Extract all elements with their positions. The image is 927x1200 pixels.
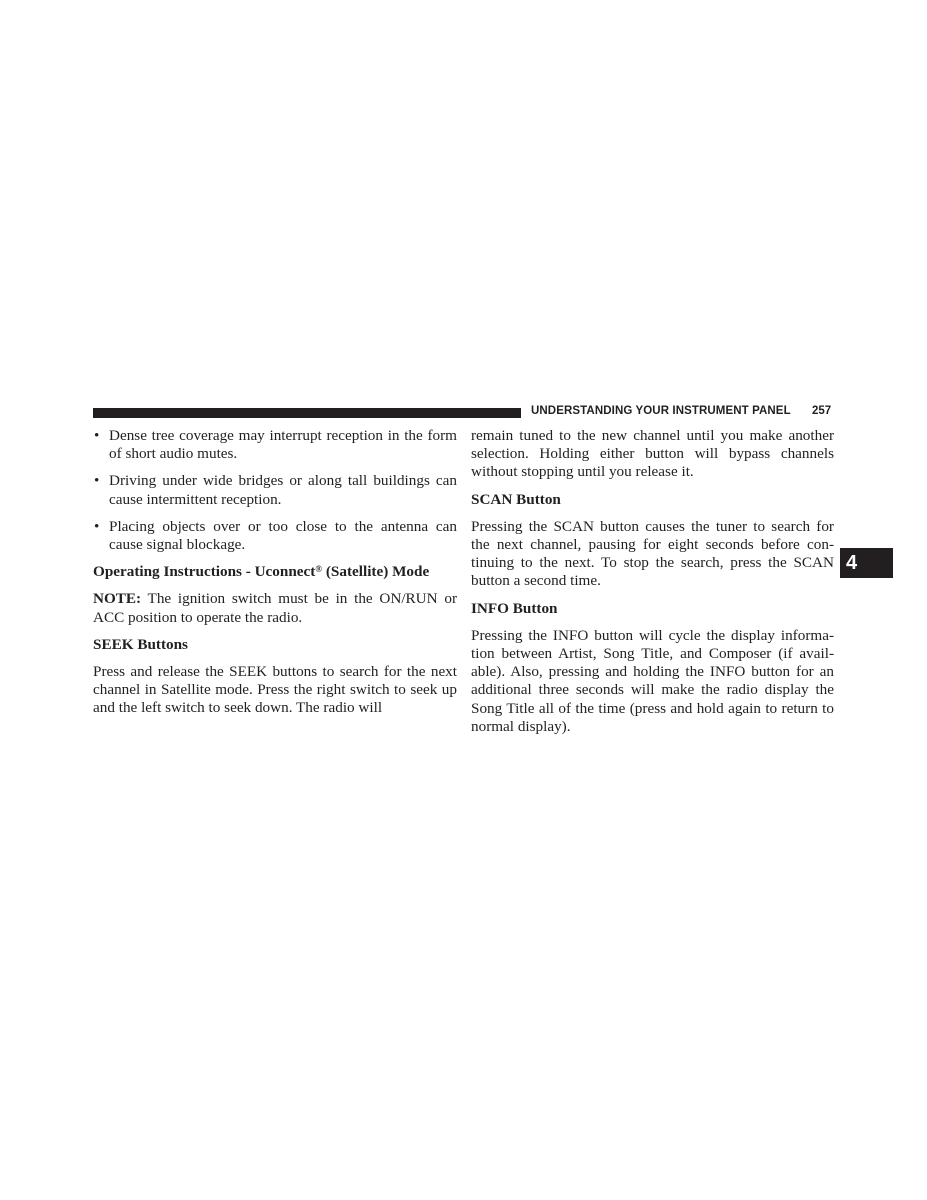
left-column [93, 427, 457, 727]
chapter-tab: 4 [840, 548, 893, 578]
reception-bullet-list [93, 427, 457, 554]
registered-mark: ® [315, 564, 323, 575]
right-column [471, 427, 834, 745]
section-heading-operating-instructions [93, 563, 457, 581]
list-item: • Dense tree coverage may interrupt reception in the form of short audio mutes. [93, 427, 457, 463]
list-item: • Placing objects over or too close to the antenna can cause signal blockage. [93, 518, 457, 554]
heading-info-button: INFO Button [471, 599, 558, 617]
scan-paragraph: Pressing the SCAN button causes the tuner to search for the next channel, pausing for eight seconds before continuing to the next. To stop the search, press the SCAN button a second time. [471, 517, 834, 590]
heading-text-part1: Operating Instructions - Uconnect [93, 563, 316, 581]
list-item: • Driving under wide bridges or along tall buildings can cause intermittent reception. [93, 472, 457, 508]
seek-paragraph: Press and release the SEEK buttons to search for the next channel in Satellite mode. Press the right switch to seek up and the left switch to seek down. The radio will [93, 663, 457, 717]
note-paragraph [93, 590, 457, 626]
info-paragraph: Pressing the INFO button will cycle the display information between Artist, Song Title, and Composer (if available). Also, pressing and holding the INFO button for an additional three seconds will make the radio display the Song Title all of the time (press and hold again to return to normal display). [471, 626, 834, 735]
note-label: NOTE: [93, 590, 142, 608]
note-text: The ignition switch must be in the ON/RUN or ACC position to operate the radio. [93, 590, 457, 626]
header-rule [93, 408, 521, 418]
heading-scan-button: SCAN Button [471, 490, 561, 508]
page-number: 257 [812, 405, 832, 417]
running-header-title: UNDERSTANDING YOUR INSTRUMENT PANEL [531, 405, 791, 417]
heading-seek-buttons: SEEK Buttons [93, 635, 188, 653]
heading-text-part2: (Satellite) Mode [322, 563, 430, 581]
seek-paragraph-continued: remain tuned to the new channel until you make another selection. Holding either button will bypass channels without stopping until you release it. [471, 427, 834, 481]
